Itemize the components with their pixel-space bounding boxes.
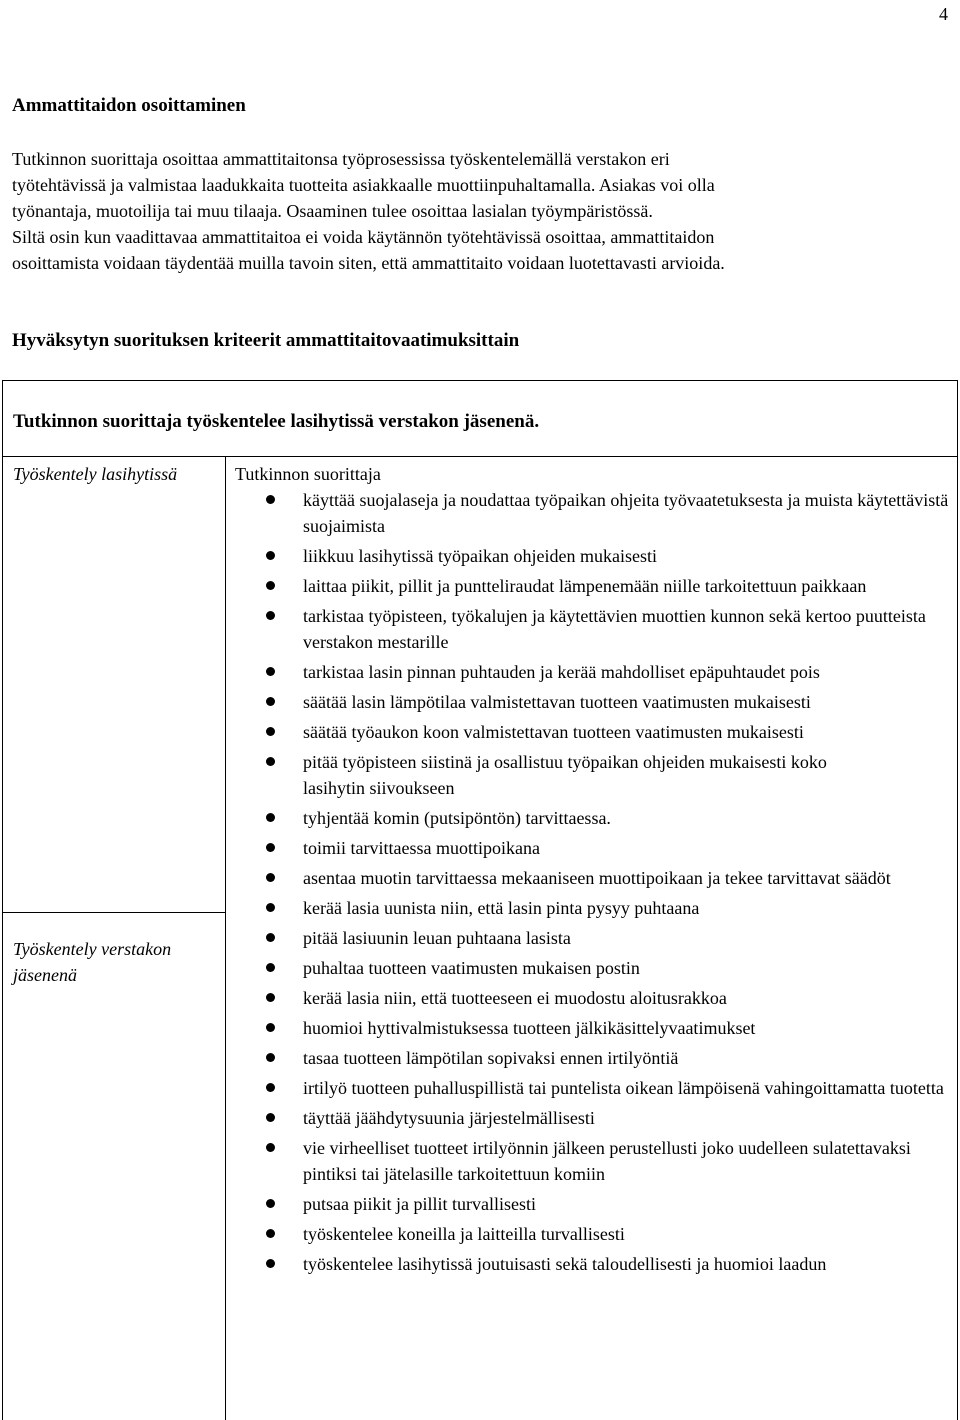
list-item: laittaa piikit, pillit ja puntteliraudat lämpenemään niille tarkoitettuun paikkaan — [232, 573, 952, 599]
area-label-working-in-hut: Työskentely lasihytissä — [13, 464, 178, 484]
list-item: tyhjentää komin (putsipöntön) tarvittaessa. — [232, 805, 952, 831]
bullet-icon — [266, 963, 275, 972]
list-item: irtilyö tuotteen puhalluspillistä tai puntelista oikean lämpöisenä vahingoittamatta tuotetta — [232, 1075, 952, 1101]
list-item: käyttää suojalaseja ja noudattaa työpaikan ohjeita työvaatetuksesta ja muista käytettävistä suojaimista — [232, 487, 952, 539]
bullet-icon — [266, 1143, 275, 1152]
bullet-icon — [266, 727, 275, 736]
list-item: liikkuu lasihytissä työpaikan ohjeiden mukaisesti — [232, 543, 952, 569]
bullet-icon — [266, 993, 275, 1002]
intro-line: työtehtävissä ja valmistaa laadukkaita tuotteita asiakkaalle muottiinpuhaltamalla. Asiakas voi olla — [12, 175, 715, 195]
page-number: 4 — [939, 4, 948, 24]
bullet-icon — [266, 495, 275, 504]
list-item: toimii tarvittaessa muottipoikana — [232, 835, 952, 861]
bullet-icon — [266, 1259, 275, 1268]
bullet-icon — [266, 611, 275, 620]
bullet-icon — [266, 581, 275, 590]
intro-paragraph — [12, 146, 947, 276]
list-item: tarkistaa työpisteen, työkalujen ja käytettävien muottien kunnon sekä kertoo puutteista verstakon mestarille — [232, 603, 952, 655]
bullet-icon — [266, 1083, 275, 1092]
list-item: puhaltaa tuotteen vaatimusten mukaisen postin — [232, 955, 952, 981]
bullet-icon — [266, 1113, 275, 1122]
list-item: tarkistaa lasin pinnan puhtauden ja kerää mahdolliset epäpuhtaudet pois — [232, 659, 952, 685]
list-item: pitää lasiuunin leuan puhtaana lasista — [232, 925, 952, 951]
table-header: Tutkinnon suorittaja työskentelee lasihytissä verstakon jäsenenä. — [13, 411, 540, 432]
area-label-workshop-member: Työskentely verstakon jäsenenä — [13, 939, 172, 985]
list-item: pitää työpisteen siistinä ja osallistuu työpaikan ohjeiden mukaisesti koko lasihytin siivoukseen — [232, 749, 952, 801]
list-item: kerää lasia niin, että tuotteeseen ei muodostu aloitusrakkoa — [232, 985, 952, 1011]
list-item: huomioi hyttivalmistuksessa tuotteen jälkikäsittelyvaatimukset — [232, 1015, 952, 1041]
list-item: työskentelee koneilla ja laitteilla turvallisesti — [232, 1221, 952, 1247]
bullet-icon — [266, 757, 275, 766]
bullet-icon — [266, 813, 275, 822]
bullet-icon — [266, 667, 275, 676]
section-title: Ammattitaidon osoittaminen — [12, 95, 246, 116]
bullet-icon — [266, 1023, 275, 1032]
list-item: putsaa piikit ja pillit turvallisesti — [232, 1191, 952, 1217]
list-item: säätää työaukon koon valmistettavan tuotteen vaatimusten mukaisesti — [232, 719, 952, 745]
column-divider — [225, 456, 226, 1420]
list-item: vie virheelliset tuotteet irtilyönnin jälkeen perustellusti joko uudelleen sulatettavaksi pintiksi tai jätelasille tarkoitettuun komiin — [232, 1135, 952, 1187]
list-item: asentaa muotin tarvittaessa mekaaniseen muottipoikaan ja tekee tarvittavat säädöt — [232, 865, 952, 891]
bullet-icon — [266, 843, 275, 852]
bullet-icon — [266, 933, 275, 942]
bullet-icon — [266, 903, 275, 912]
intro-line: Siltä osin kun vaadittavaa ammattitaitoa ei voida käytännön työtehtävissä osoittaa, ammattitaidon — [12, 227, 715, 247]
table-divider — [3, 456, 957, 457]
list-item: tasaa tuotteen lämpötilan sopivaksi ennen irtilyöntiä — [232, 1045, 952, 1071]
bullet-icon — [266, 1199, 275, 1208]
bullet-icon — [266, 1053, 275, 1062]
row-divider — [3, 912, 225, 913]
list-item: kerää lasia uunista niin, että lasin pinta pysyy puhtaana — [232, 895, 952, 921]
intro-line: Tutkinnon suorittaja osoittaa ammattitaitonsa työprosessissa työskentelemällä verstakon eri — [12, 149, 670, 169]
bullet-icon — [266, 551, 275, 560]
criteria-list — [232, 487, 952, 1277]
list-item: työskentelee lasihytissä joutuisasti sekä taloudellisesti ja huomioi laadun — [232, 1251, 952, 1277]
list-item: säätää lasin lämpötilaa valmistettavan tuotteen vaatimusten mukaisesti — [232, 689, 952, 715]
bullet-icon — [266, 1229, 275, 1238]
criteria-heading: Hyväksytyn suorituksen kriteerit ammattitaitovaatimuksittain — [12, 330, 520, 351]
intro-line: työnantaja, muotoilija tai muu tilaaja. Osaaminen tulee osoittaa lasialan työympäristössä. — [12, 201, 653, 221]
bullet-icon — [266, 697, 275, 706]
intro-line: osoittamista voidaan täydentää muilla tavoin siten, että ammattitaito voidaan luotettavasti arvioida. — [12, 253, 725, 273]
bullet-icon — [266, 873, 275, 882]
list-item: täyttää jäähdytysuunia järjestelmällisesti — [232, 1105, 952, 1131]
criteria-intro: Tutkinnon suorittaja — [235, 464, 381, 484]
